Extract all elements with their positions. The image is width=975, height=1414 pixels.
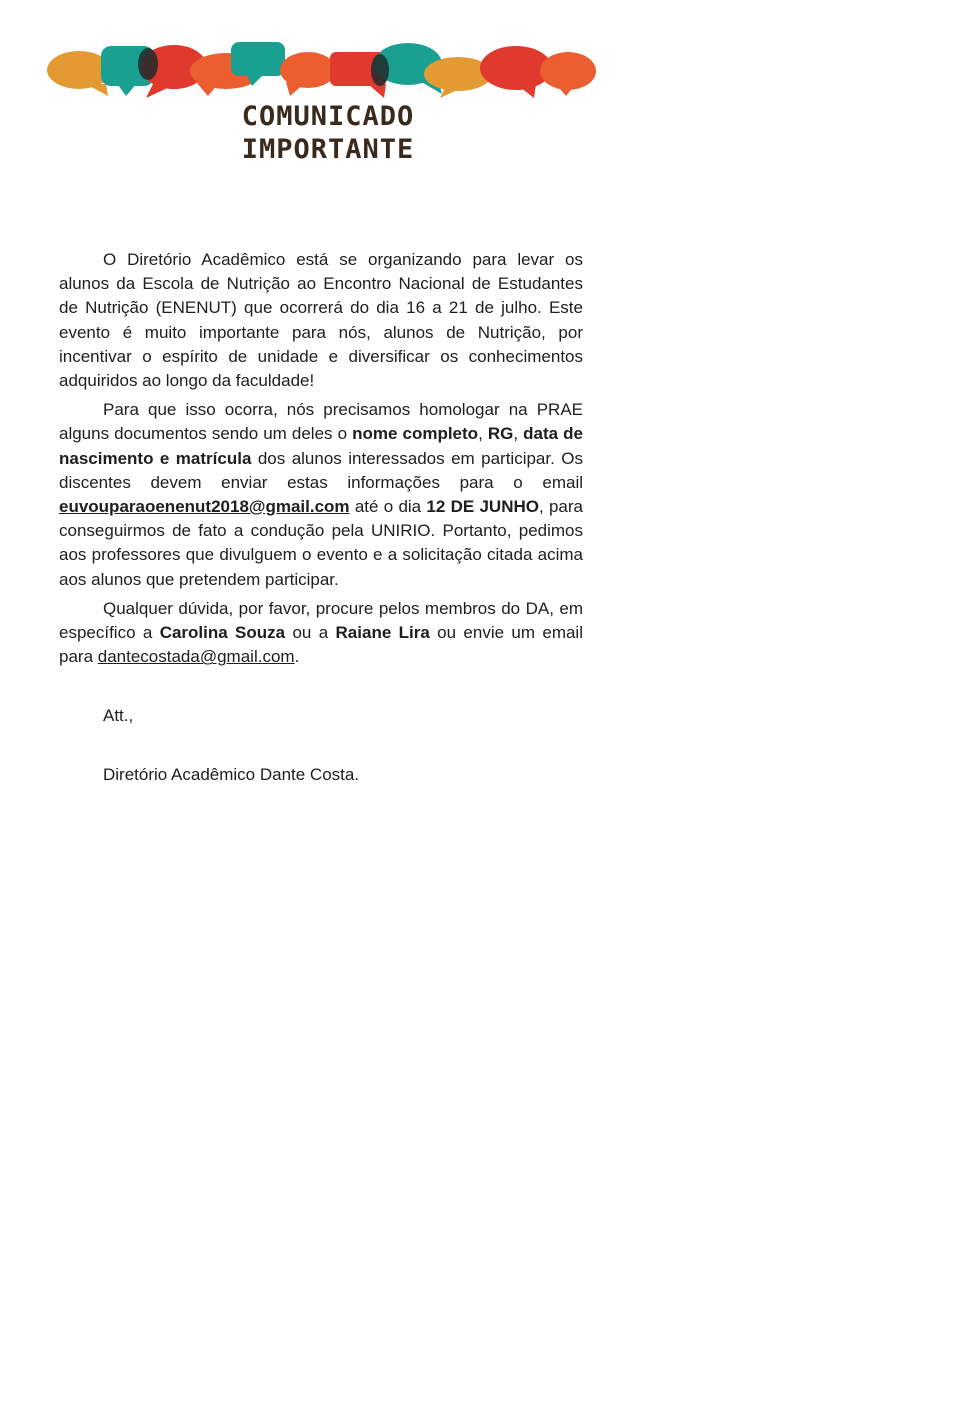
signature: Diretório Acadêmico Dante Costa.: [103, 764, 360, 784]
text-segment: até o dia: [349, 497, 427, 517]
banner-title: [46, 100, 610, 166]
bold-nome-completo: nome completo: [352, 424, 479, 444]
speech-bubble-icon: [280, 52, 336, 96]
email-link-dantecosta[interactable]: dantecostada@gmail.com: [97, 647, 295, 667]
text-segment: ,: [513, 424, 524, 444]
text-segment: ,: [478, 424, 488, 444]
text-segment: .: [294, 647, 300, 667]
email-link-enenut[interactable]: euvouparaoenenut2018@gmail.com: [59, 497, 350, 517]
paragraph-intro-text: O Diretório Acadêmico está se organizando para levar os alunos da Escola de Nutrição ao Encontro Nacional de Estudantes de Nutrição (ENENUT) que ocorrerá do dia 16 a 21 de julho. Este evento é muito importante para nós, alunos de Nutrição, por incentivar o espírito de unidade e diversificar os conhecimentos adquiridos ao longo da faculdade!: [59, 250, 583, 391]
bold-raiane-lira: Raiane Lira: [335, 623, 430, 643]
bold-carolina-souza: Carolina Souza: [159, 623, 286, 643]
speech-bubble-icon: [540, 52, 596, 96]
text-segment: ou a: [285, 623, 336, 643]
paragraph-documents: [59, 398, 583, 592]
bold-rg: RG: [487, 424, 514, 444]
text-segment: Para que isso ocorra, nós precisamos homologar na PRAE alguns documentos sendo um deles o: [59, 400, 583, 444]
paragraph-intro: [59, 248, 583, 393]
bold-data-nascimento: data de nascimento e matrícula: [59, 424, 584, 468]
banner-title-line-2: IMPORTANTE: [241, 134, 415, 165]
bold-deadline: 12 DE JUNHO: [426, 497, 539, 517]
banner-title-line-1: COMUNICADO: [241, 101, 415, 132]
comunicado-banner: [46, 40, 598, 168]
text-segment: ou envie um email para: [59, 623, 583, 667]
letter-body: [59, 248, 583, 787]
text-segment: dos alunos interessados em participar. Os discentes devem enviar estas informações para o email: [59, 448, 583, 492]
text-segment: Qualquer dúvida, por favor, procure pelos membros do DA, em específico a: [59, 598, 583, 643]
text-segment: , para conseguirmos de fato a condução pela UNIRIO. Portanto, pedimos aos professores que divulguem o evento e a solicitação citada acima aos alunos que pretendem participar.: [59, 497, 583, 589]
closing-att: Att.,: [103, 706, 134, 726]
speech-bubbles-graphic: [46, 40, 598, 100]
paragraph-contact: [59, 597, 583, 670]
